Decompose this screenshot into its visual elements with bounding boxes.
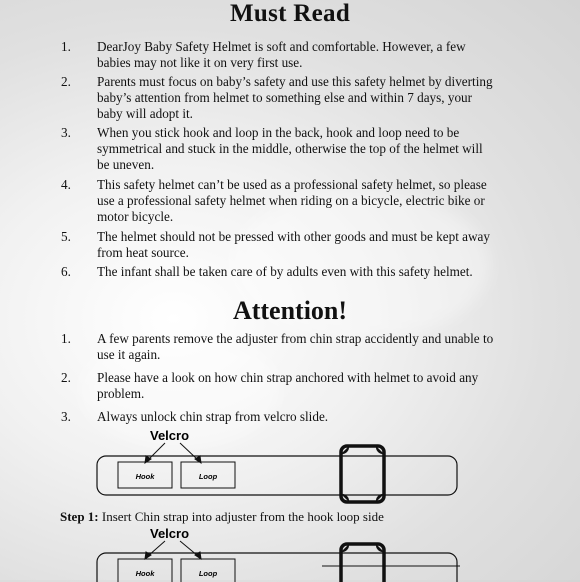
hook-label: Hook bbox=[135, 569, 155, 578]
attention-title: Attention! bbox=[232, 296, 348, 325]
item-text: Please have a look on how chin strap anchored with helmet to avoid any problem. bbox=[97, 370, 479, 401]
item-text: The infant shall be taken care of by adults even with this safety helmet. bbox=[97, 264, 473, 279]
strap-adjuster bbox=[341, 446, 384, 502]
item-text: DearJoy Baby Safety Helmet is soft and comfortable. However, a few babies may not like it on very first use. bbox=[97, 39, 466, 70]
hook-label: Hook bbox=[135, 472, 155, 481]
item-number: 6. bbox=[61, 264, 71, 279]
item-number: 3. bbox=[61, 125, 71, 140]
step-label: Step 1: bbox=[60, 509, 99, 524]
velcro-arrows bbox=[145, 443, 201, 463]
item-number: 1. bbox=[61, 331, 71, 346]
item-text: The helmet should not be pressed with other goods and must be kept away from heat source. bbox=[97, 229, 490, 260]
velcro-diagram-2 bbox=[0, 522, 580, 582]
velcro-label: Velcro bbox=[150, 526, 190, 541]
item-number: 2. bbox=[61, 74, 71, 89]
item-number: 1. bbox=[61, 39, 71, 54]
item-text: A few parents remove the adjuster from chin strap accidently and unable to use it again. bbox=[97, 331, 494, 362]
velcro-label: Velcro bbox=[150, 428, 190, 443]
velcro-arrows bbox=[145, 541, 201, 559]
strap-adjuster bbox=[341, 544, 384, 582]
step-text: Insert Chin strap into adjuster from the hook loop side bbox=[98, 509, 384, 524]
velcro-diagram-1 bbox=[0, 424, 580, 504]
item-text: When you stick hook and loop in the back, hook and loop need to be symmetrical and stuck in the middle, otherwise the top of the helmet will be uneven. bbox=[97, 125, 483, 172]
loop-label: Loop bbox=[198, 472, 218, 481]
loop-label: Loop bbox=[198, 569, 218, 578]
item-number: 3. bbox=[61, 409, 71, 424]
item-text: Parents must focus on baby’s safety and use this safety helmet by diverting baby’s attention from helmet to something else and within 7 days, your baby will adopt it. bbox=[97, 74, 493, 121]
item-number: 2. bbox=[61, 370, 71, 385]
must-read-title: Must Read bbox=[229, 0, 351, 27]
item-text: This safety helmet can’t be used as a professional safety helmet, so please use a professional safety helmet when riding on a bicycle, electric bike or motor bicycle. bbox=[97, 177, 487, 224]
item-number: 5. bbox=[61, 229, 71, 244]
item-number: 4. bbox=[61, 177, 71, 192]
item-text: Always unlock chin strap from velcro slide. bbox=[97, 409, 329, 424]
